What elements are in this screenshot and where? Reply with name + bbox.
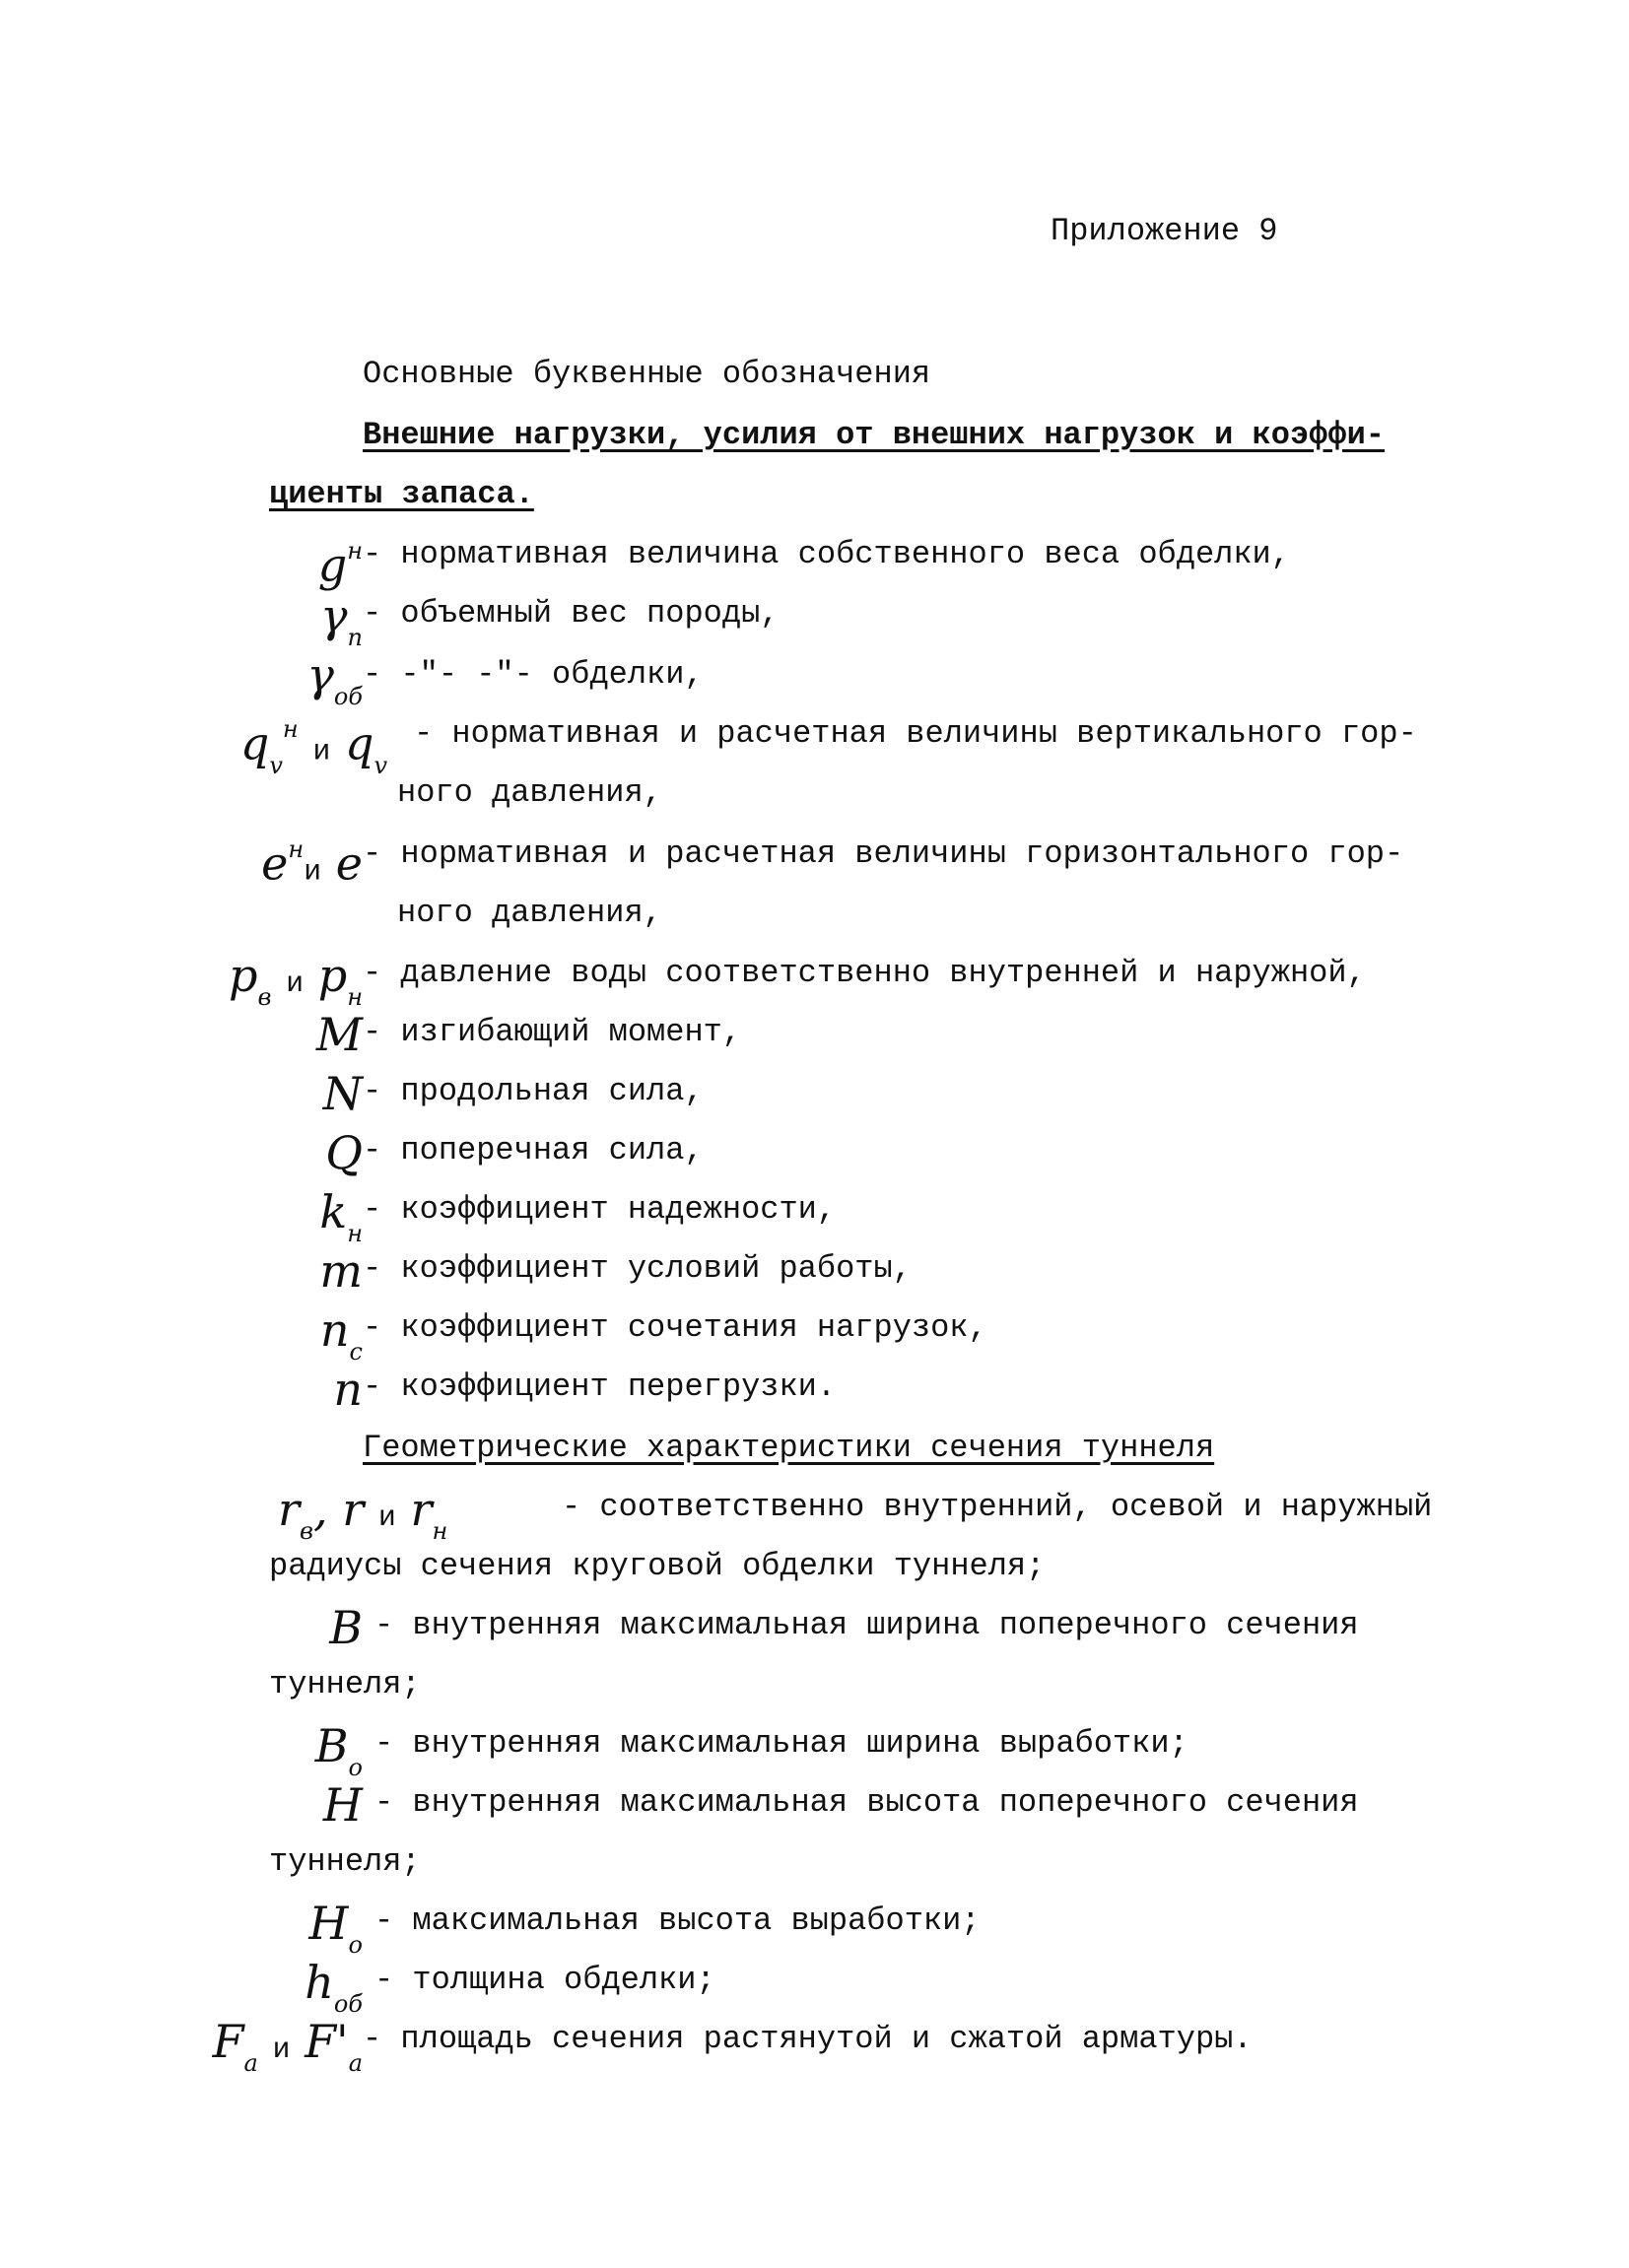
def-rock-unit-weight: - объемный вес породы, xyxy=(363,595,780,632)
def-load-combination-coeff: - коэффициент сочетания нагрузок, xyxy=(363,1309,987,1346)
def-radii-cont: радиусы сечения круговой обделки туннеля; xyxy=(269,1548,1046,1584)
def-axial-force: - продольная сила, xyxy=(363,1073,704,1109)
symbol-e-horizontal: $e^ни$ e xyxy=(261,835,363,891)
section1-heading-line1: Внешние нагрузки, усилия от внешних нагрузок и коэффи- xyxy=(363,417,1385,453)
symbol-k-n: $k_н$ xyxy=(319,1185,363,1248)
def-inner-height: - внутренняя максимальная высота поперечного сечения xyxy=(374,1784,1359,1821)
symbol-n: n xyxy=(333,1363,363,1416)
symbol-m: m xyxy=(319,1244,363,1298)
symbol-M: M xyxy=(315,1008,363,1061)
symbol-Q: Q xyxy=(325,1126,363,1179)
def-reinforcement-area: - площадь сечения растянутой и сжатой арматуры. xyxy=(363,2021,1253,2057)
symbol-N: N xyxy=(322,1067,363,1120)
def-vertical-pressure: - нормативная и расчетная величины вертикального гор- xyxy=(414,715,1417,752)
def-radii: - соответственно внутренний, осевой и наружный xyxy=(562,1489,1433,1525)
symbol-p-water: $p_в$ и $p_н$ xyxy=(229,949,363,1012)
def-inner-height-cont: туннеля; xyxy=(269,1843,421,1880)
symbol-F-a: $F_а$ и $F'_а$ xyxy=(212,2015,363,2078)
symbol-n-c: $n_с$ xyxy=(319,1303,363,1367)
def-vertical-pressure-cont: ного давления, xyxy=(397,774,662,811)
def-work-conditions-coeff: - коэффициент условий работы, xyxy=(363,1250,912,1287)
section2-heading: Геометрические характеристики сечения туннеля xyxy=(363,1430,1215,1466)
def-inner-width-cont: туннеля; xyxy=(269,1666,421,1702)
def-overload-coeff: - коэффициент перегрузки. xyxy=(363,1368,837,1405)
page-title: Основные буквенные обозначения xyxy=(363,356,931,392)
symbol-B: B xyxy=(329,1601,363,1654)
def-horizontal-pressure: - нормативная и расчетная величины горизонтального гор- xyxy=(363,835,1404,872)
def-lining-thickness: - толщина обделки; xyxy=(374,1962,715,1998)
def-own-weight: - нормативная величина собственного веса обделки, xyxy=(363,536,1290,572)
def-shear-force: - поперечная сила, xyxy=(363,1132,704,1168)
appendix-label: Приложение 9 xyxy=(1051,213,1278,249)
def-lining-unit-weight: - -"- -"- обделки, xyxy=(363,656,704,693)
def-inner-width: - внутренняя максимальная ширина поперечного сечения xyxy=(374,1607,1359,1643)
symbol-B-o: $B_о$ xyxy=(314,1719,363,1782)
symbol-q-vertical: $q_v^н$ и $q_v$ xyxy=(239,715,387,779)
symbol-gamma-ob: $\gamma_{об}$ xyxy=(306,648,363,711)
symbol-g-normative: $g^н$ xyxy=(317,537,363,592)
def-bending-moment: - изгибающий момент, xyxy=(363,1014,742,1050)
symbol-H: H xyxy=(322,1778,363,1832)
symbol-gamma-p: $\gamma_п$ xyxy=(320,589,363,652)
def-reliability-coeff: - коэффициент надежности, xyxy=(363,1191,837,1228)
def-horizontal-pressure-cont: ного давления, xyxy=(397,895,662,931)
symbol-radii: $r_в$, r и $r_н$ xyxy=(278,1483,448,1546)
def-excavation-width: - внутренняя максимальная ширина выработки; xyxy=(374,1725,1188,1762)
def-excavation-height: - максимальная высота выработки; xyxy=(374,1902,981,1939)
def-water-pressure: - давление воды соответственно внутренней и наружной, xyxy=(363,955,1366,991)
section1-heading-line2: циенты запаса. xyxy=(269,476,534,512)
symbol-h-ob: $h_{об}$ xyxy=(305,1956,363,2019)
symbol-H-o: $H_о$ xyxy=(308,1897,363,1960)
